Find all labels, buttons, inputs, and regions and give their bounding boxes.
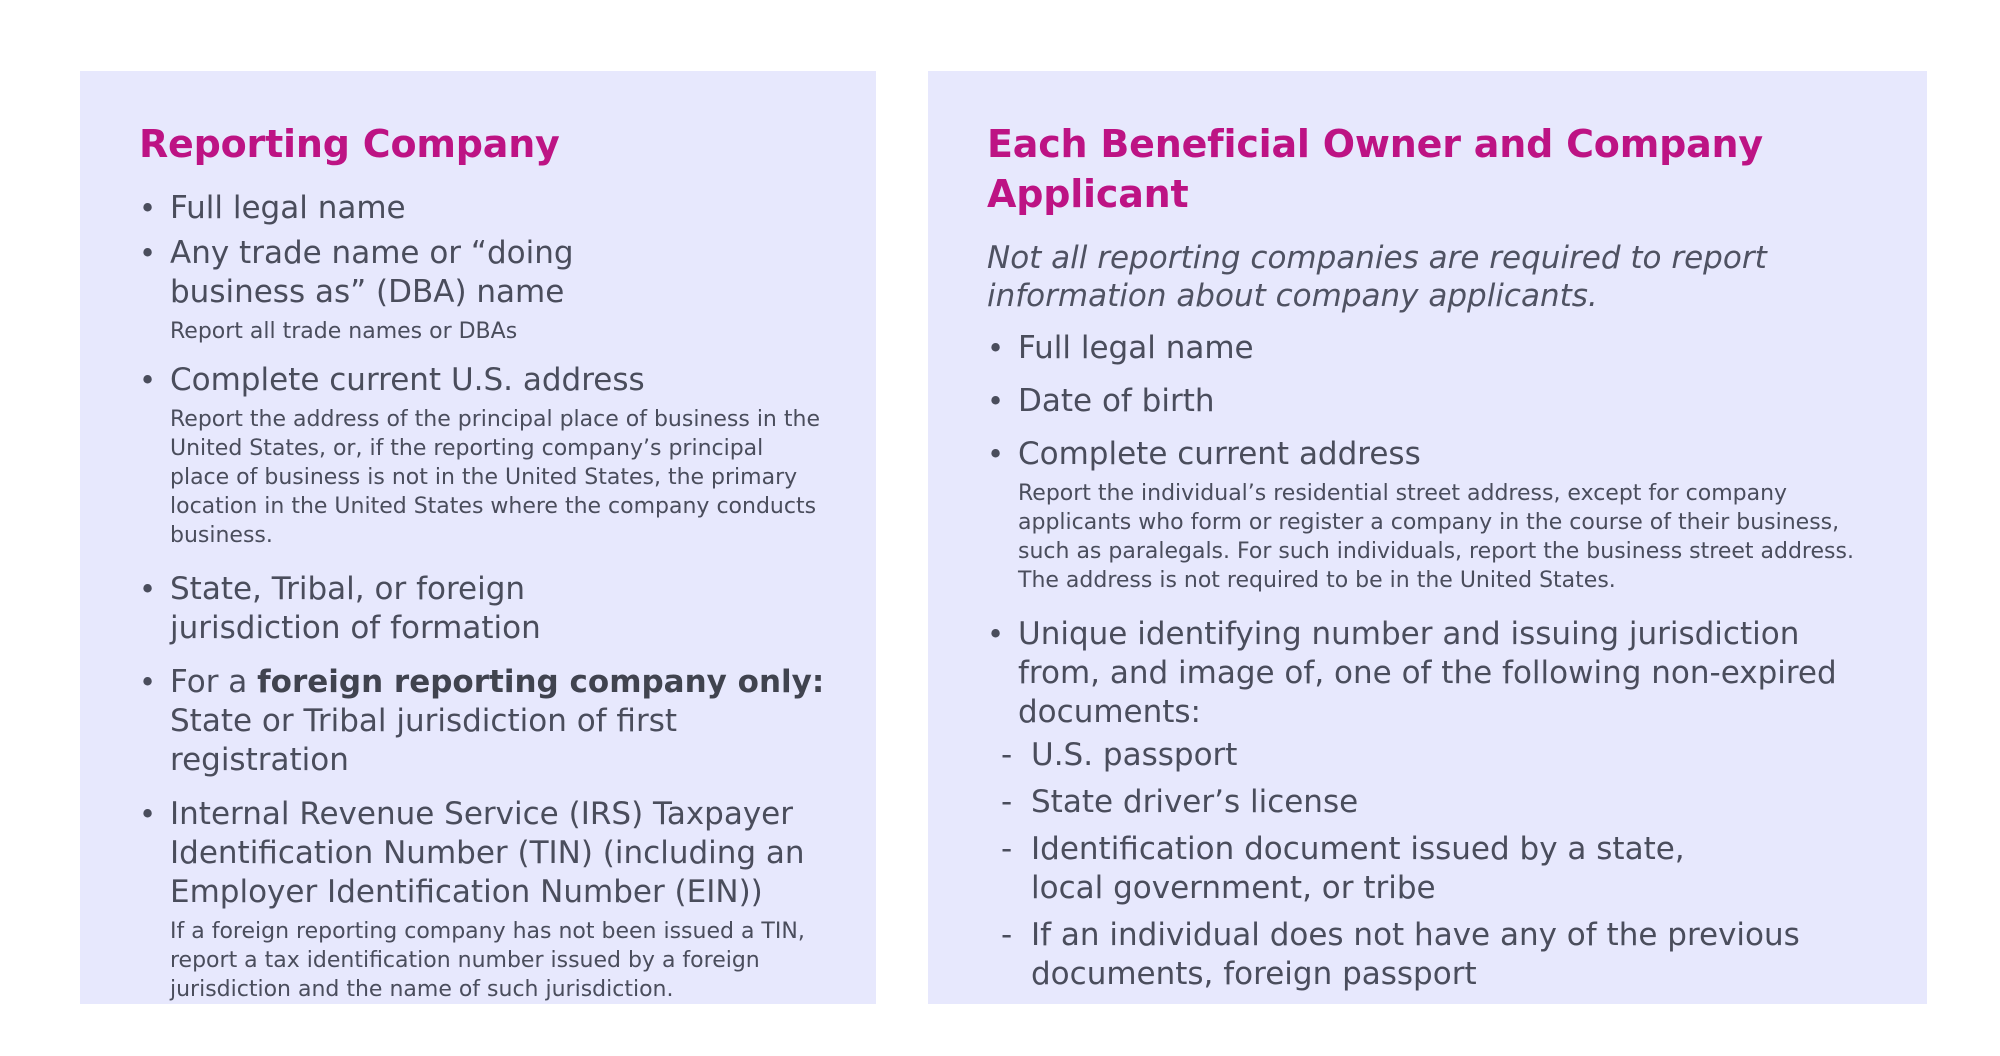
list-item xyxy=(987,329,1887,368)
item-detail: Report all trade names or DBAs xyxy=(170,319,518,344)
item-label: • Unique identifying number and issuing jurisdiction from, and image of, one of the following non-expired documents: xyxy=(1018,616,1837,730)
item-label: • Full legal name xyxy=(1018,330,1254,366)
beneficial-owner-list xyxy=(987,329,1887,994)
item-detail: Report the individual’s residential street address, except for company applicants who form or register a company in the course of their business, such as paralegals. For such individuals, report the business street address. The address is not required to be in the United States. xyxy=(1018,481,1854,593)
list-item xyxy=(139,361,826,550)
item-label: • Complete current U.S. address xyxy=(170,362,645,398)
document-item: - U.S. passport xyxy=(987,736,1827,775)
beneficial-owner-panel xyxy=(928,71,1927,1004)
item-label: • Full legal name xyxy=(170,190,406,226)
item-label-rest: State or Tribal jurisdiction of first registration xyxy=(170,703,678,778)
list-item xyxy=(139,570,826,648)
item-label: • Date of birth xyxy=(1018,383,1215,419)
item-label xyxy=(170,663,826,702)
item-label: • Any trade name or “doing business as” (DBA) name xyxy=(170,235,574,310)
list-item xyxy=(139,189,826,228)
list-item xyxy=(987,615,1887,994)
list-item xyxy=(139,663,826,780)
item-detail: Report the address of the principal place of business in the United States, or, if the reporting company’s principal place of business is not in the United States, the primary location in the United States where the company conducts business. xyxy=(170,407,820,548)
list-item xyxy=(139,795,826,1004)
document-item: - If an individual does not have any of the previous documents, foreign passport xyxy=(987,916,1827,994)
reporting-company-title: Reporting Company xyxy=(139,122,560,166)
document-item: - State driver’s license xyxy=(987,783,1827,822)
document-list xyxy=(987,736,1887,994)
item-label: • Internal Revenue Service (IRS) Taxpayer Identification Number (TIN) (including an Employer Identification Number (EIN)) xyxy=(170,796,805,910)
reporting-company-list xyxy=(139,189,826,1004)
list-item xyxy=(987,435,1887,595)
reporting-company-panel xyxy=(80,71,876,1004)
company-applicant-note: Not all reporting companies are required to report information about company applicants. xyxy=(987,240,1767,314)
item-label: • Complete current address xyxy=(1018,436,1421,472)
item-label-prefix: For a xyxy=(170,664,258,700)
beneficial-owner-title: Each Beneficial Owner and Company Applicant xyxy=(987,122,1763,216)
list-item xyxy=(139,234,826,346)
item-label-bold: foreign reporting company only: xyxy=(257,664,825,700)
item-label: • State, Tribal, or foreign jurisdiction of formation xyxy=(170,571,541,646)
document-item: - Identification document issued by a state, local government, or tribe xyxy=(987,830,1827,908)
list-item xyxy=(987,382,1887,421)
item-detail: If a foreign reporting company has not been issued a TIN, report a tax identification number issued by a foreign jurisdiction and the name of such jurisdiction. xyxy=(170,919,805,1002)
